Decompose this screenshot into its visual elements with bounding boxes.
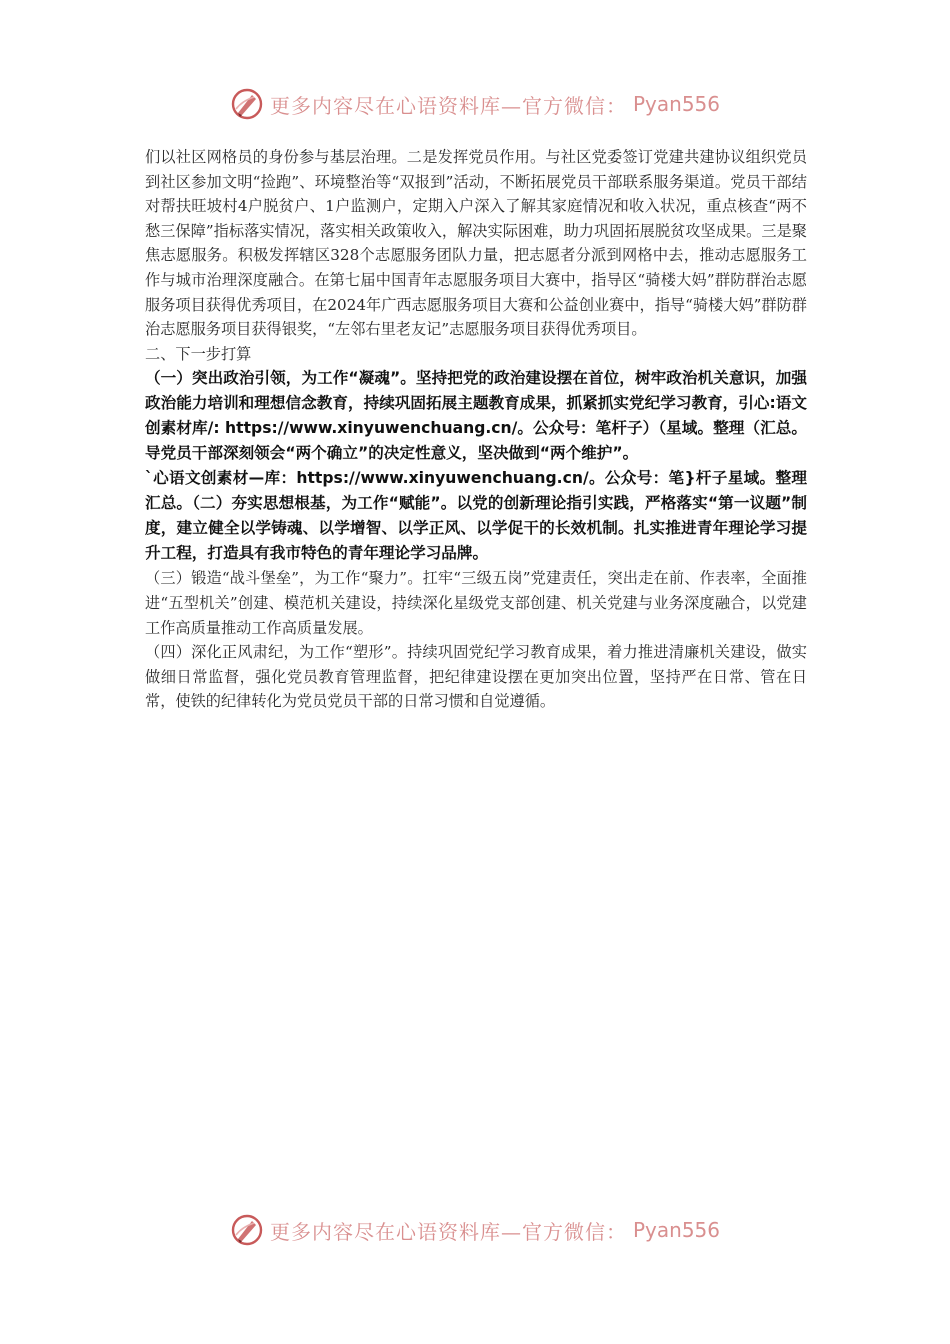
- section-heading: 二、下一步打算: [145, 344, 252, 363]
- header-banner: [0, 84, 950, 124]
- header-banner-text: 更多内容尽在心语资料库—官方微信：: [269, 93, 627, 118]
- paragraph-item-4: （四）深化正风肃纪，为工作“塑形”。持续巩固党纪学习教育成果，着力推进清廉机关建设，做实做细日常监督，强化党员教育管理监督，把纪律建设摆在更加突出位置，坚持严在日常、管在日常，使铁的纪律转化为党员党员干部的日常习惯和自觉遵循。: [145, 643, 807, 711]
- pen-logo-icon: [230, 1213, 264, 1247]
- header-banner-handle: Pyan556: [632, 92, 720, 116]
- footer-banner-text: 更多内容尽在心语资料库—官方微信：: [269, 1219, 627, 1244]
- paragraph-item-1: （一）突出政治引领，为工作“凝魂”。坚持把党的政治建设摆在首位，树牢政治机关意识，加强政治能力培训和理想信念教育，持续巩固拓展主题教育成果，抓紧抓实党纪学习教育，引心:语文创素材库/: https://www.xinyuwenchuang.cn/。公众号：笔杆子）（星域。整理（汇总。导党员干部深刻领会“两个确立”的决定性意义，坚决做到“两个维护”。: [145, 369, 807, 463]
- pen-logo-icon: [230, 87, 264, 121]
- paragraph-item-2: `心语文创素材—库：https://www.xinyuwenchuang.cn/。公众号：笔}杆子星域。整理汇总。（二）夯实思想根基，为工作“赋能”。以党的创新理论指引实践，严格落实“第一议题”制度，建立健全以学铸魂、以学增智、以学正风、以学促干的长效机制。扎实推进青年理论学习提升工程，打造具有我市特色的青年理论学习品牌。: [145, 469, 807, 563]
- footer-banner-handle: Pyan556: [632, 1218, 720, 1242]
- paragraph-item-3: （三）锻造“战斗堡垒”，为工作“聚力”。扛牢“三级五岗”党建责任，突出走在前、作表率，全面推进“五型机关”创建、模范机关建设，持续深化星级党支部创建、机关党建与业务深度融合，以党建工作高质量推动工作高质量发展。: [145, 569, 807, 637]
- document-body: [145, 145, 807, 714]
- paragraph-1: 们以社区网格员的身份参与基层治理。二是发挥党员作用。与社区党委签订党建共建协议组织党员到社区参加文明“捡跑”、环境整治等“双报到”活动，不断拓展党员干部联系服务渠道。党员干部结对帮扶旺坡村4户脱贫户、1户监测户，定期入户深入了解其家庭情况和收入状况，重点核查“两不愁三保障”指标落实情况，落实相关政策收入，解决实际困难，助力巩固拓展脱贫攻坚成果。三是聚焦志愿服务。积极发挥辖区328个志愿服务团队力量，把志愿者分派到网格中去，推动志愿服务工作与城市治理深度融合。在第七届中国青年志愿服务项目大赛中，指导区“骑楼大妈”群防群治志愿服务项目获得优秀项目，在2024年广西志愿服务项目大赛和公益创业赛中，指导“骑楼大妈”群防群治志愿服务项目获得银奖，“左邻右里老友记”志愿服务项目获得优秀项目。: [145, 148, 807, 339]
- footer-banner: [0, 1210, 950, 1250]
